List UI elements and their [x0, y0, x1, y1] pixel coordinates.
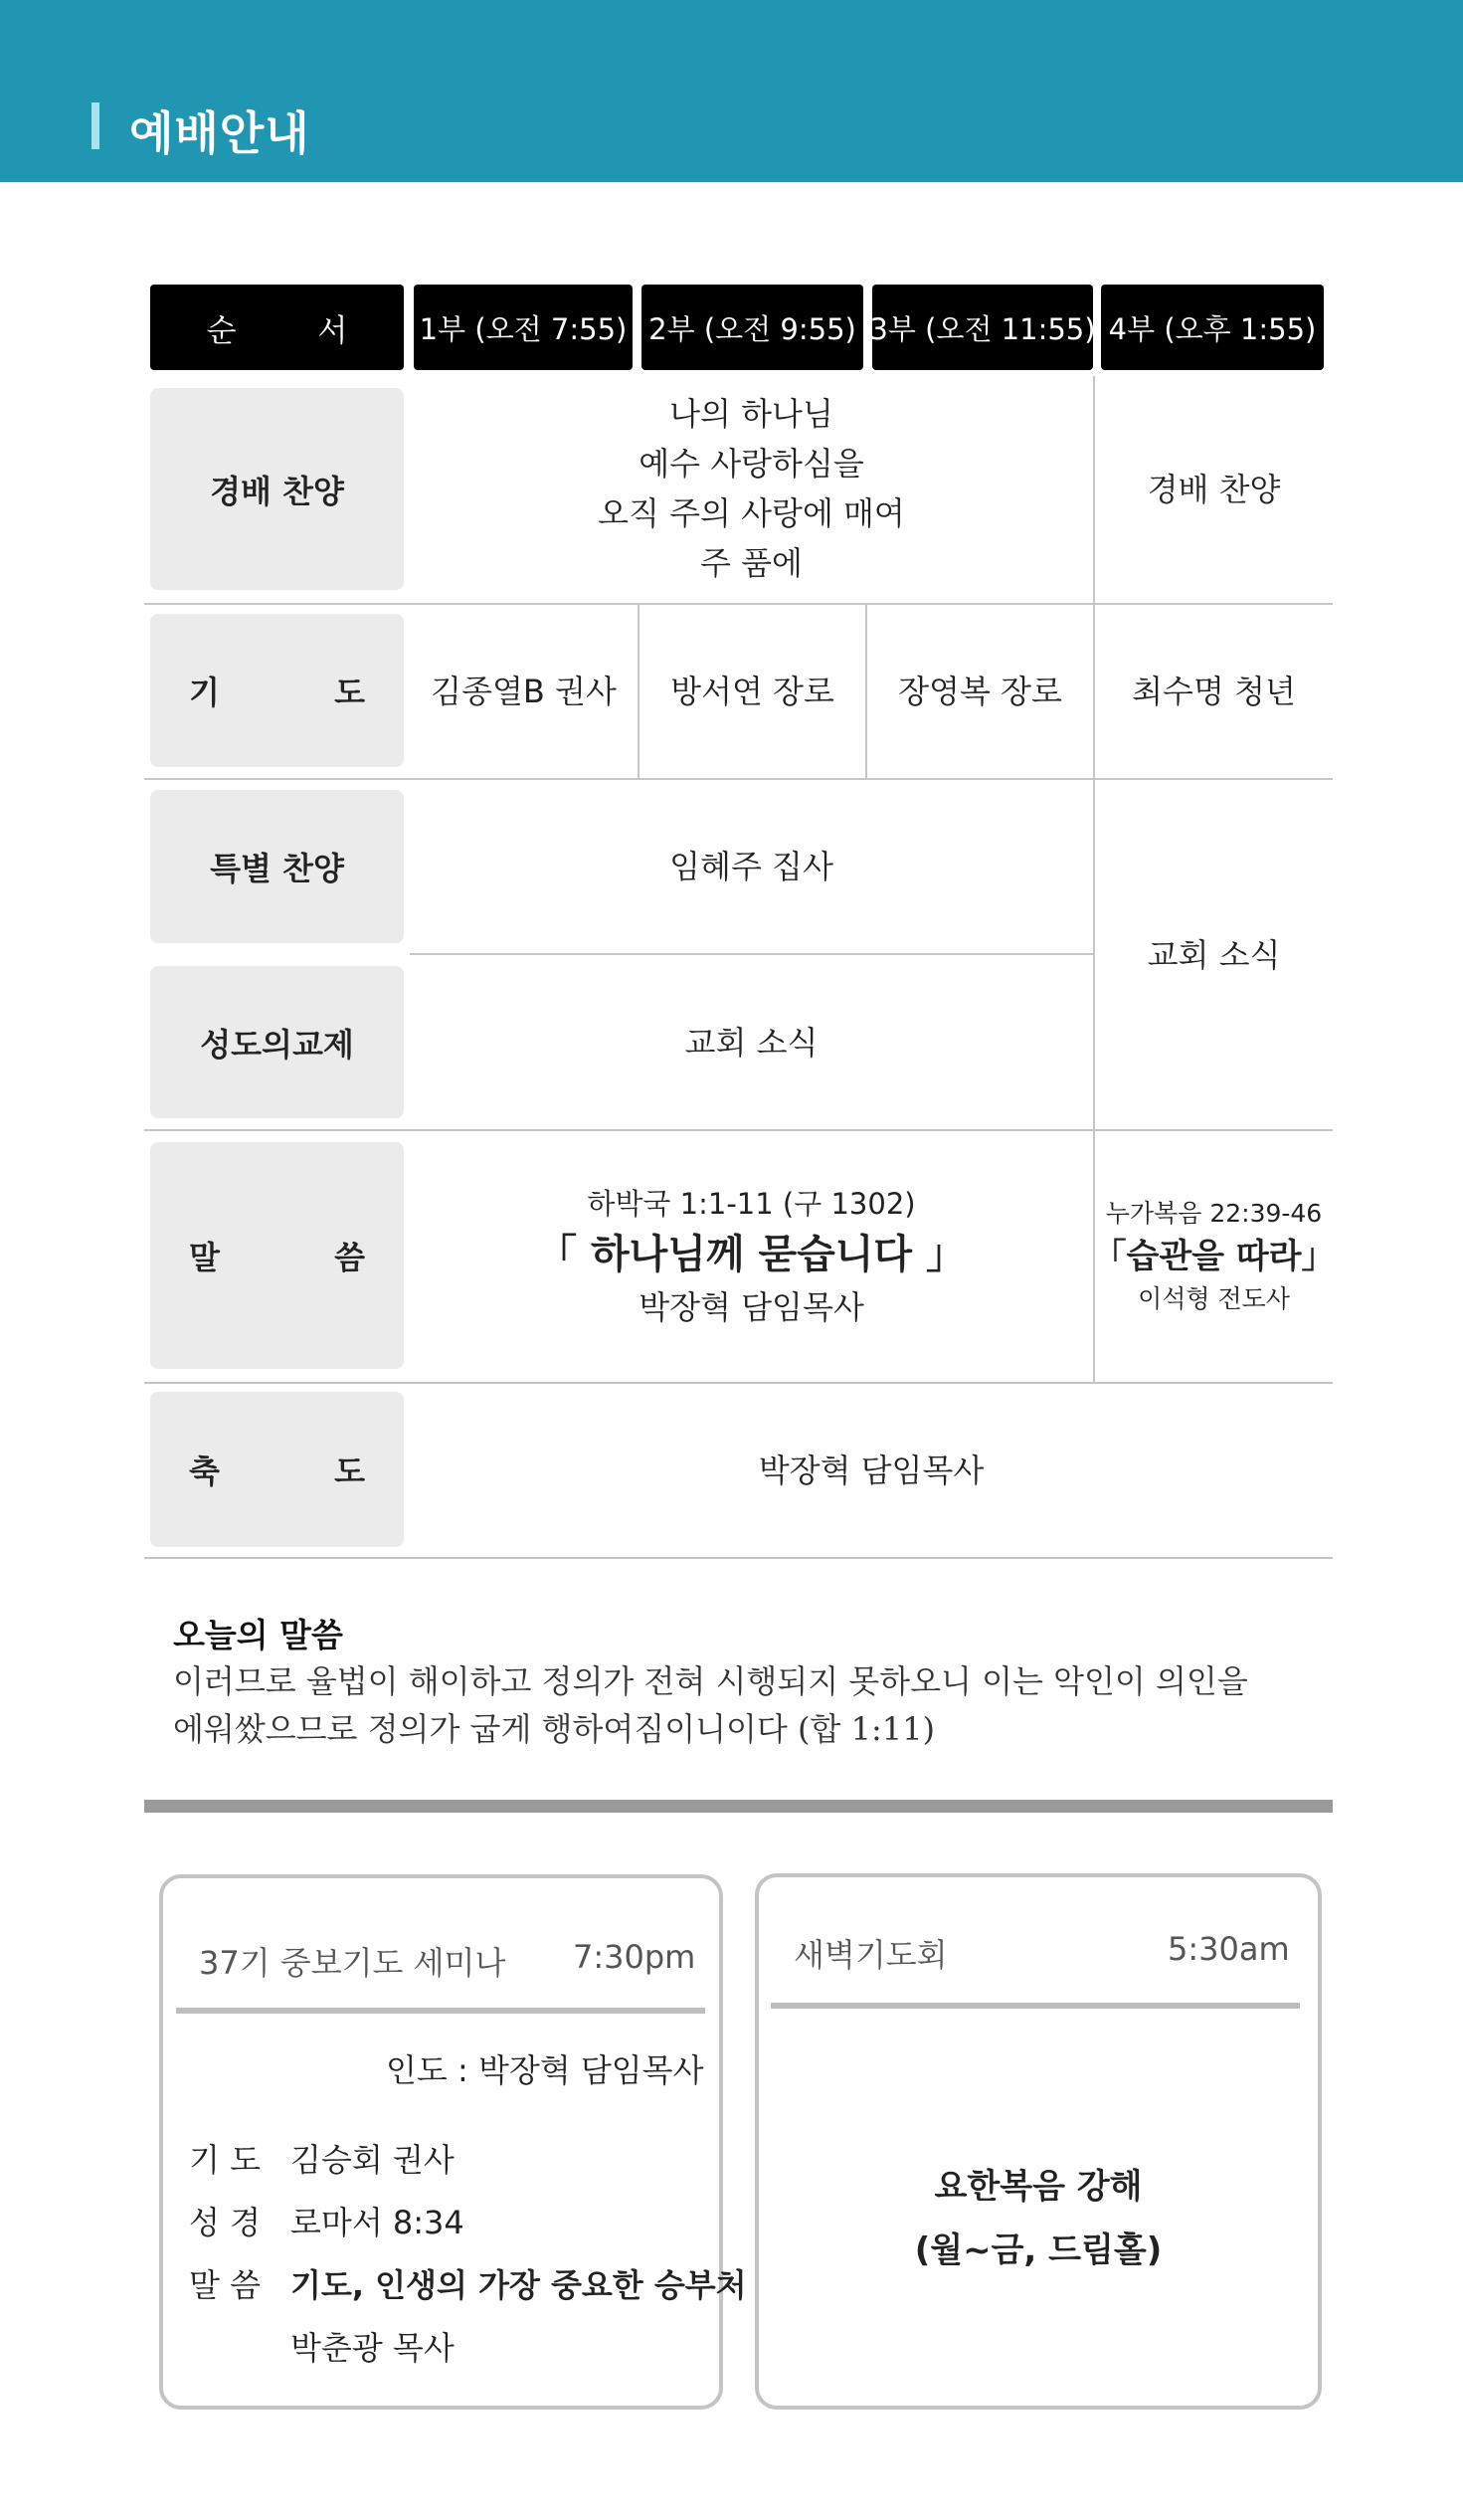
praise-song: 주 품에 [700, 544, 803, 582]
praise-song: 예수 사랑하심을 [639, 445, 864, 483]
page-title: 예배안내 [129, 106, 310, 160]
row-label-fellowship: 성도의교제 [150, 966, 404, 1118]
dawn-prayer-time: 5:30am [1168, 1930, 1290, 1968]
column-header-service-2: 2부 (오전 9:55) [641, 285, 863, 370]
sermon-4-scripture: 누가복음 22:39-46 [1105, 1199, 1323, 1228]
row-label-sermon: 말 씀 [150, 1142, 404, 1369]
dawn-prayer-topic: 요한복음 강해 [934, 2167, 1143, 2207]
row-label-praise: 경배 찬양 [150, 388, 404, 590]
seminar-time: 7:30pm [573, 1938, 696, 1976]
seminar-item-value: 기도, 인생의 가장 중요한 승부처 [290, 2266, 747, 2304]
section-divider [144, 1800, 1333, 1813]
dawn-prayer-rule [771, 2003, 1300, 2009]
prayer-service-1: 김종열B 권사 [431, 673, 617, 710]
column-header-order: 순 서 [150, 285, 404, 370]
seminar-item-key: 성 경 [189, 2204, 261, 2241]
prayer-service-4: 최수명 청년 [1132, 673, 1296, 710]
seminar-speaker: 박춘광 목사 [290, 2329, 455, 2367]
column-header-service-1: 1부 (오전 7:55) [414, 285, 633, 370]
header-accent-bar [91, 102, 99, 149]
seminar-title: 37기 중보기도 세미나 [199, 1944, 506, 1982]
praise-songs [410, 384, 1093, 593]
row-label-prayer: 기 도 [150, 614, 404, 767]
seminar-rule [176, 2008, 705, 2014]
seminar-item-value: 로마서 8:34 [290, 2204, 464, 2241]
today-word-text [173, 1657, 1297, 1753]
benediction-value: 박장혁 담임목사 [758, 1452, 985, 1489]
seminar-leader: 인도 : 박장혁 담임목사 [386, 2051, 704, 2089]
sermon-title: 「 하나님께 묻습니다 」 [537, 1232, 966, 1277]
sermon-main [410, 1131, 1093, 1382]
seminar-item-key: 기 도 [189, 2141, 261, 2179]
column-header-service-4: 4부 (오후 1:55) [1101, 285, 1324, 370]
prayer-service-2: 방서연 장로 [670, 673, 834, 710]
service-4-news: 교회 소식 [1147, 935, 1281, 974]
praise-song: 나의 하나님 [669, 395, 833, 433]
row-divider [144, 1557, 1333, 1559]
row-label-special-praise: 특별 찬양 [150, 790, 404, 943]
sermon-service-4 [1092, 1131, 1336, 1382]
today-word-title: 오늘의 말씀 [173, 1616, 343, 1654]
sermon-4-preacher: 이석형 전도사 [1138, 1284, 1290, 1313]
page-header [0, 0, 1463, 182]
today-word-line: 에워쌌으므로 정의가 굽게 행하여짐이니이다 (합 1:11) [173, 1710, 935, 1748]
column-header-service-3: 3부 (오전 11:55) [872, 285, 1093, 370]
sermon-scripture: 하박국 1:1-11 (구 1302) [587, 1187, 916, 1221]
special-praise-value: 임혜주 집사 [669, 848, 833, 885]
today-word-line: 이러므로 율법이 해이하고 정의가 전혀 시행되지 못하오니 이는 악인이 의인을 [173, 1662, 1248, 1700]
sermon-preacher: 박장혁 담임목사 [639, 1288, 864, 1326]
dawn-prayer-location: (월~금, 드림홀) [914, 2230, 1163, 2270]
row-label-benediction: 축 도 [150, 1392, 404, 1547]
praise-service-4: 경배 찬양 [1147, 470, 1281, 508]
seminar-item-key: 말 씀 [189, 2266, 261, 2304]
seminar-item-value: 김승회 권사 [290, 2141, 455, 2179]
fellowship-value: 교회 소식 [684, 1023, 819, 1062]
praise-song: 오직 주의 사랑에 매여 [598, 494, 905, 532]
prayer-service-3: 장영복 장로 [898, 673, 1062, 710]
dawn-prayer-title: 새벽기도회 [794, 1936, 948, 1974]
sermon-4-title: 「습관을 따라」 [1092, 1237, 1336, 1276]
